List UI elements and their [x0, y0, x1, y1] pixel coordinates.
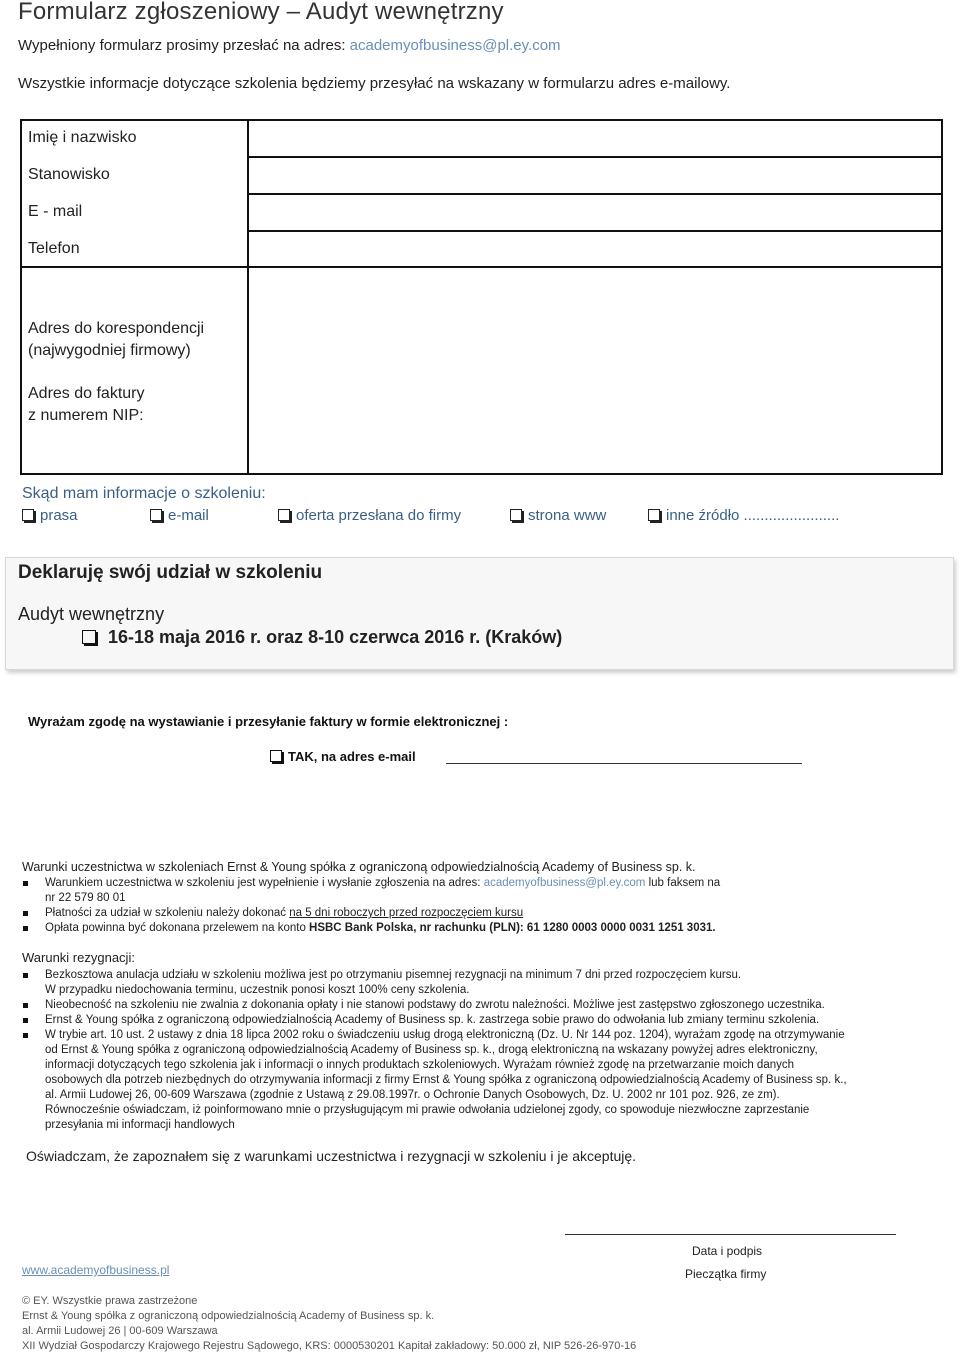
invoice-address-label: Adres do faktury: [28, 385, 145, 402]
source-option-label: oferta przesłana do firmy: [296, 507, 462, 524]
invoice-yes-option[interactable]: [270, 749, 416, 764]
email-field[interactable]: [249, 193, 941, 228]
source-option-label: strona www: [528, 507, 607, 524]
source-option-label: e-mail: [168, 507, 209, 524]
company-stamp-label: Pieczątka firmy: [685, 1267, 767, 1281]
cancel-item-4-cont: Równocześnie oświadczam, iż poinformowano mnie o przysługującym mi prawie odwołania udzielonej zgody, co spowoduje niezwłoczne zaprzestanie: [45, 1104, 810, 1116]
bullet-icon: [23, 1033, 28, 1038]
cancel-item-4-cont: informacji dotyczących tego szkolenia jak i informacji o innych produktach szkoleniowych. Wyrażam również zgodę na przetwarzanie moich danych: [45, 1059, 795, 1071]
checkbox-icon[interactable]: [648, 509, 660, 521]
acceptance-statement: Oświadczam, że zapoznałem się z warunkami uczestnictwa i rezygnacji w szkoleniu i je akceptuję.: [26, 1148, 637, 1164]
checkbox-icon[interactable]: [150, 509, 162, 521]
invoice-email-input[interactable]: [446, 763, 802, 764]
position-label: Stanowisko: [28, 166, 110, 183]
checkbox-icon[interactable]: [82, 630, 96, 644]
phone-label: Telefon: [28, 240, 80, 257]
cancel-heading: Warunki rezygnacji:: [22, 950, 135, 965]
checkbox-icon[interactable]: [270, 750, 282, 762]
footer-copyright: © EY. Wszystkie prawa zastrzeżone: [22, 1295, 198, 1307]
terms-item-2: [45, 906, 523, 921]
declaration-title: Deklaruję swój udział w szkoleniu: [18, 562, 323, 583]
terms-text: lub faksem na: [645, 877, 721, 889]
address-label: Adres do korespondencji: [28, 320, 205, 337]
terms-text: Warunkiem uczestnictwa w szkoleniu jest wypełnienie i wysłanie zgłoszenia na adres:: [45, 877, 484, 889]
terms-item-1: [45, 876, 720, 891]
terms-email-link[interactable]: academyofbusiness@pl.ey.com: [483, 877, 646, 889]
cancel-item-4-cont: przesyłania mi informacji handlowych: [45, 1119, 235, 1131]
footer-registry: XII Wydział Gospodarczy Krajowego Rejestru Sądowego, KRS: 0000530201 Kapitał zakładowy: 50.000 zł, NIP 526-26-970-16: [22, 1340, 637, 1352]
course-date-option[interactable]: [82, 627, 562, 648]
cancel-item-4-cont: al. Armii Ludowej 26, 00-609 Warszawa (zgodnie z Ustawą z 29.08.1997r. o Ochronie Danych Osobowych, Dz. U. 2002 nr 101 poz. 926, ze zm).: [45, 1089, 780, 1101]
cancel-item-1-cont: W przypadku niedochowania terminu, uczestnik ponosi koszt 100% ceny szkolenia.: [45, 984, 470, 996]
email-label: E - mail: [28, 203, 83, 220]
cancel-item-4-cont: od Ernst & Young spółka z ograniczoną odpowiedzialnością Academy of Business sp. k., drogą elektroniczną na wskazany powyżej adres elektroniczny,: [45, 1044, 818, 1056]
name-field[interactable]: [249, 121, 941, 154]
source-option-press[interactable]: [22, 507, 78, 524]
position-field[interactable]: [249, 156, 941, 191]
invoice-consent-text: Wyrażam zgodę na wystawianie i przesyłanie faktury w formie elektronicznej :: [28, 714, 509, 729]
source-title: Skąd mam informacje o szkoleniu:: [22, 485, 266, 502]
page-title: Formularz zgłoszeniowy – Audyt wewnętrzny: [18, 0, 504, 25]
terms-heading: Warunki uczestnictwa w szkoleniach Ernst & Young spółka z ograniczoną odpowiedzialnością Academy of Business sp. k.: [22, 860, 696, 874]
terms-item-1-fax: nr 22 579 80 01: [45, 892, 126, 904]
course-name: Audyt wewnętrzny: [18, 604, 165, 624]
terms-deadline: na 5 dni roboczych przed rozpoczęciem kursu: [289, 907, 524, 919]
source-option-other[interactable]: [648, 507, 839, 524]
phone-field[interactable]: [249, 230, 941, 264]
footer-company: Ernst & Young spółka z ograniczoną odpowiedzialnością Academy of Business sp. k.: [22, 1310, 435, 1322]
cancel-item-2: Nieobecność na szkoleniu nie zwalnia z dokonania opłaty i nie stanowi podstawy do zwrotu należności. Możliwe jest zastępstwo zgłoszonego uczestnika.: [45, 999, 825, 1011]
website-link[interactable]: www.academyofbusiness.pl: [22, 1263, 170, 1277]
cancel-item-3: Ernst & Young spółka z ograniczoną odpowiedzialnością Academy of Business sp. k. zastrzega sobie prawo do odwołania lub zmiany terminu szkolenia.: [45, 1014, 820, 1026]
checkbox-icon[interactable]: [510, 509, 522, 521]
name-label: Imię i nazwisko: [28, 129, 137, 146]
cancel-item-4-cont: osobowych dla potrzeb niezbędnych do otrzymywania informacji z firmy Ernst & Young spółka z ograniczoną odpowiedzialnością Academy of Business sp. k.,: [45, 1074, 847, 1086]
intro-send: [18, 37, 561, 54]
source-option-label: prasa: [40, 507, 78, 524]
address-label-note: (najwygodniej firmowy): [28, 342, 191, 359]
source-option-website[interactable]: [510, 507, 606, 524]
signature-line[interactable]: [565, 1234, 896, 1235]
bullet-icon: [23, 911, 28, 916]
source-option-offer[interactable]: [278, 507, 461, 524]
terms-text: Płatności za udział w szkoleniu należy dokonać: [45, 907, 290, 919]
bullet-icon: [23, 926, 28, 931]
invoice-yes-label: TAK, na adres e-mail: [288, 749, 416, 764]
cancel-item-4: W trybie art. 10 ust. 2 ustawy z dnia 18 lipca 2002 roku o świadczeniu usług drogą elektroniczną (Dz. U. Nr 144 poz. 1204), wyrażam zgodę na otrzymywanie: [45, 1029, 845, 1041]
terms-text: Opłata powinna być dokonana przelewem na konto: [45, 922, 310, 934]
checkbox-icon[interactable]: [278, 509, 290, 521]
bank-account: HSBC Bank Polska, nr rachunku (PLN): 61 1280 0003 0000 0031 1251 3031.: [309, 922, 716, 934]
intro-info: Wszystkie informacje dotyczące szkolenia będziemy przesyłać na wskazany w formularzu adres e-mailowy.: [18, 75, 731, 92]
intro-send-text: Wypełniony formularz prosimy przesłać na adres:: [18, 37, 350, 54]
footer-address: al. Armii Ludowej 26 | 00-609 Warszawa: [22, 1325, 218, 1337]
invoice-nip-label: z numerem NIP:: [28, 407, 144, 424]
bullet-icon: [23, 1003, 28, 1008]
source-option-email[interactable]: [150, 507, 209, 524]
source-option-label: inne źródło .......................: [666, 507, 840, 524]
intro-email-link[interactable]: academyofbusiness@pl.ey.com: [349, 37, 561, 54]
bullet-icon: [23, 973, 28, 978]
address-field[interactable]: [249, 266, 941, 473]
course-date-label: 16-18 maja 2016 r. oraz 8-10 czerwca 2016 r. (Kraków): [108, 627, 563, 647]
bullet-icon: [23, 881, 28, 886]
terms-item-3: [45, 921, 716, 936]
checkbox-icon[interactable]: [22, 509, 34, 521]
signature-date-label: Data i podpis: [692, 1244, 763, 1258]
bullet-icon: [23, 1018, 28, 1023]
cancel-item-1: Bezkosztowa anulacja udziału w szkoleniu możliwa jest po otrzymaniu pisemnej rezygnacji na minimum 7 dni przed rozpoczęciem kursu.: [45, 969, 742, 981]
